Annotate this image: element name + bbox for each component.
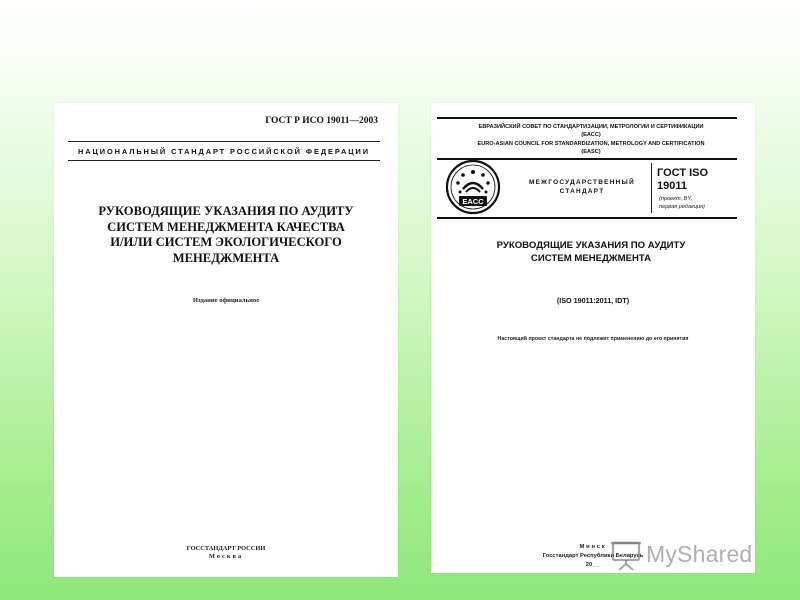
vertical-divider [651,163,652,213]
easc-logo-icon [445,159,501,215]
council-ru-abbr: (ЕАСС) [581,132,601,138]
draft-status-line: (проект, BY, [659,196,693,202]
title-line: РУКОВОДЯЩИЕ УКАЗАНИЯ ПО АУДИТУ [98,204,354,218]
gost-r-iso-cover-page [54,103,398,577]
council-ru [451,123,731,139]
draft-status-line: первая редакция) [659,203,705,210]
gost-iso-draft-cover-page [431,103,755,573]
standard-code-line: ГОСТ ISO [657,167,709,179]
logo-text: EACC [462,197,484,206]
document-title [72,204,380,266]
document-title [441,239,741,265]
council-ru-name: ЕВРАЗИЙСКИЙ СОВЕТ ПО СТАНДАРТИЗАЦИИ, МЕТРОЛОГИИ И СЕРТИФИКАЦИИ [478,124,704,130]
publisher-block [54,545,398,561]
presentation-board-icon [610,539,642,571]
divider-top [437,117,737,119]
standard-code [657,167,708,193]
council-en-abbr: (EASC) [581,149,601,155]
edition-label: Издание официальное [192,297,260,304]
publisher-city: Минск [579,544,607,550]
divider-top [68,141,380,142]
title-line: СИСТЕМ МЕНЕДЖМЕНТА КАЧЕСТВА [107,219,345,234]
publication-year: 20_ _ [585,562,601,568]
draft-disclaimer: Настоящий проект стандарта не подлежит применению до его принятия [497,336,689,342]
interstate-line: МЕЖГОСУДАРСТВЕННЫЙ [528,179,636,186]
divider-bottom [437,217,737,219]
standard-code-line: 19011 [657,180,687,192]
publisher-name: Госстандарт Республики Беларусь [542,553,644,559]
title-line: И/ИЛИ СИСТЕМ ЭКОЛОГИЧЕСКОГО [110,235,342,249]
council-en [451,140,731,156]
interstate-standard-heading [517,178,647,196]
council-en-name: EURO-ASIAN COUNCIL FOR STANDARDIZATION, METROLOGY AND CERTIFICATION [477,141,705,147]
myshared-watermark [610,538,766,572]
interstate-line: СТАНДАРТ [559,188,605,195]
title-line: МЕНЕДЖМЕНТА [172,250,280,265]
draft-status-note [659,196,705,211]
national-standard-heading: НАЦИОНАЛЬНЫЙ СТАНДАРТ РОССИЙСКОЙ ФЕДЕРАЦИИ [78,147,370,156]
publisher-city: Москва [208,553,244,560]
standard-code: ГОСТ Р ИСО 19011—2003 [265,116,378,126]
title-line: РУКОВОДЯЩИЕ УКАЗАНИЯ ПО АУДИТУ [496,240,686,251]
publisher-name: ГОССТАНДАРТ РОССИИ [186,545,266,552]
title-line: СИСТЕМ МЕНЕДЖМЕНТА [530,253,652,264]
watermark-text: MyShared [646,541,753,567]
divider-bottom [68,160,380,161]
iso-reference: (ISO 19011:2011, IDT) [556,296,630,305]
